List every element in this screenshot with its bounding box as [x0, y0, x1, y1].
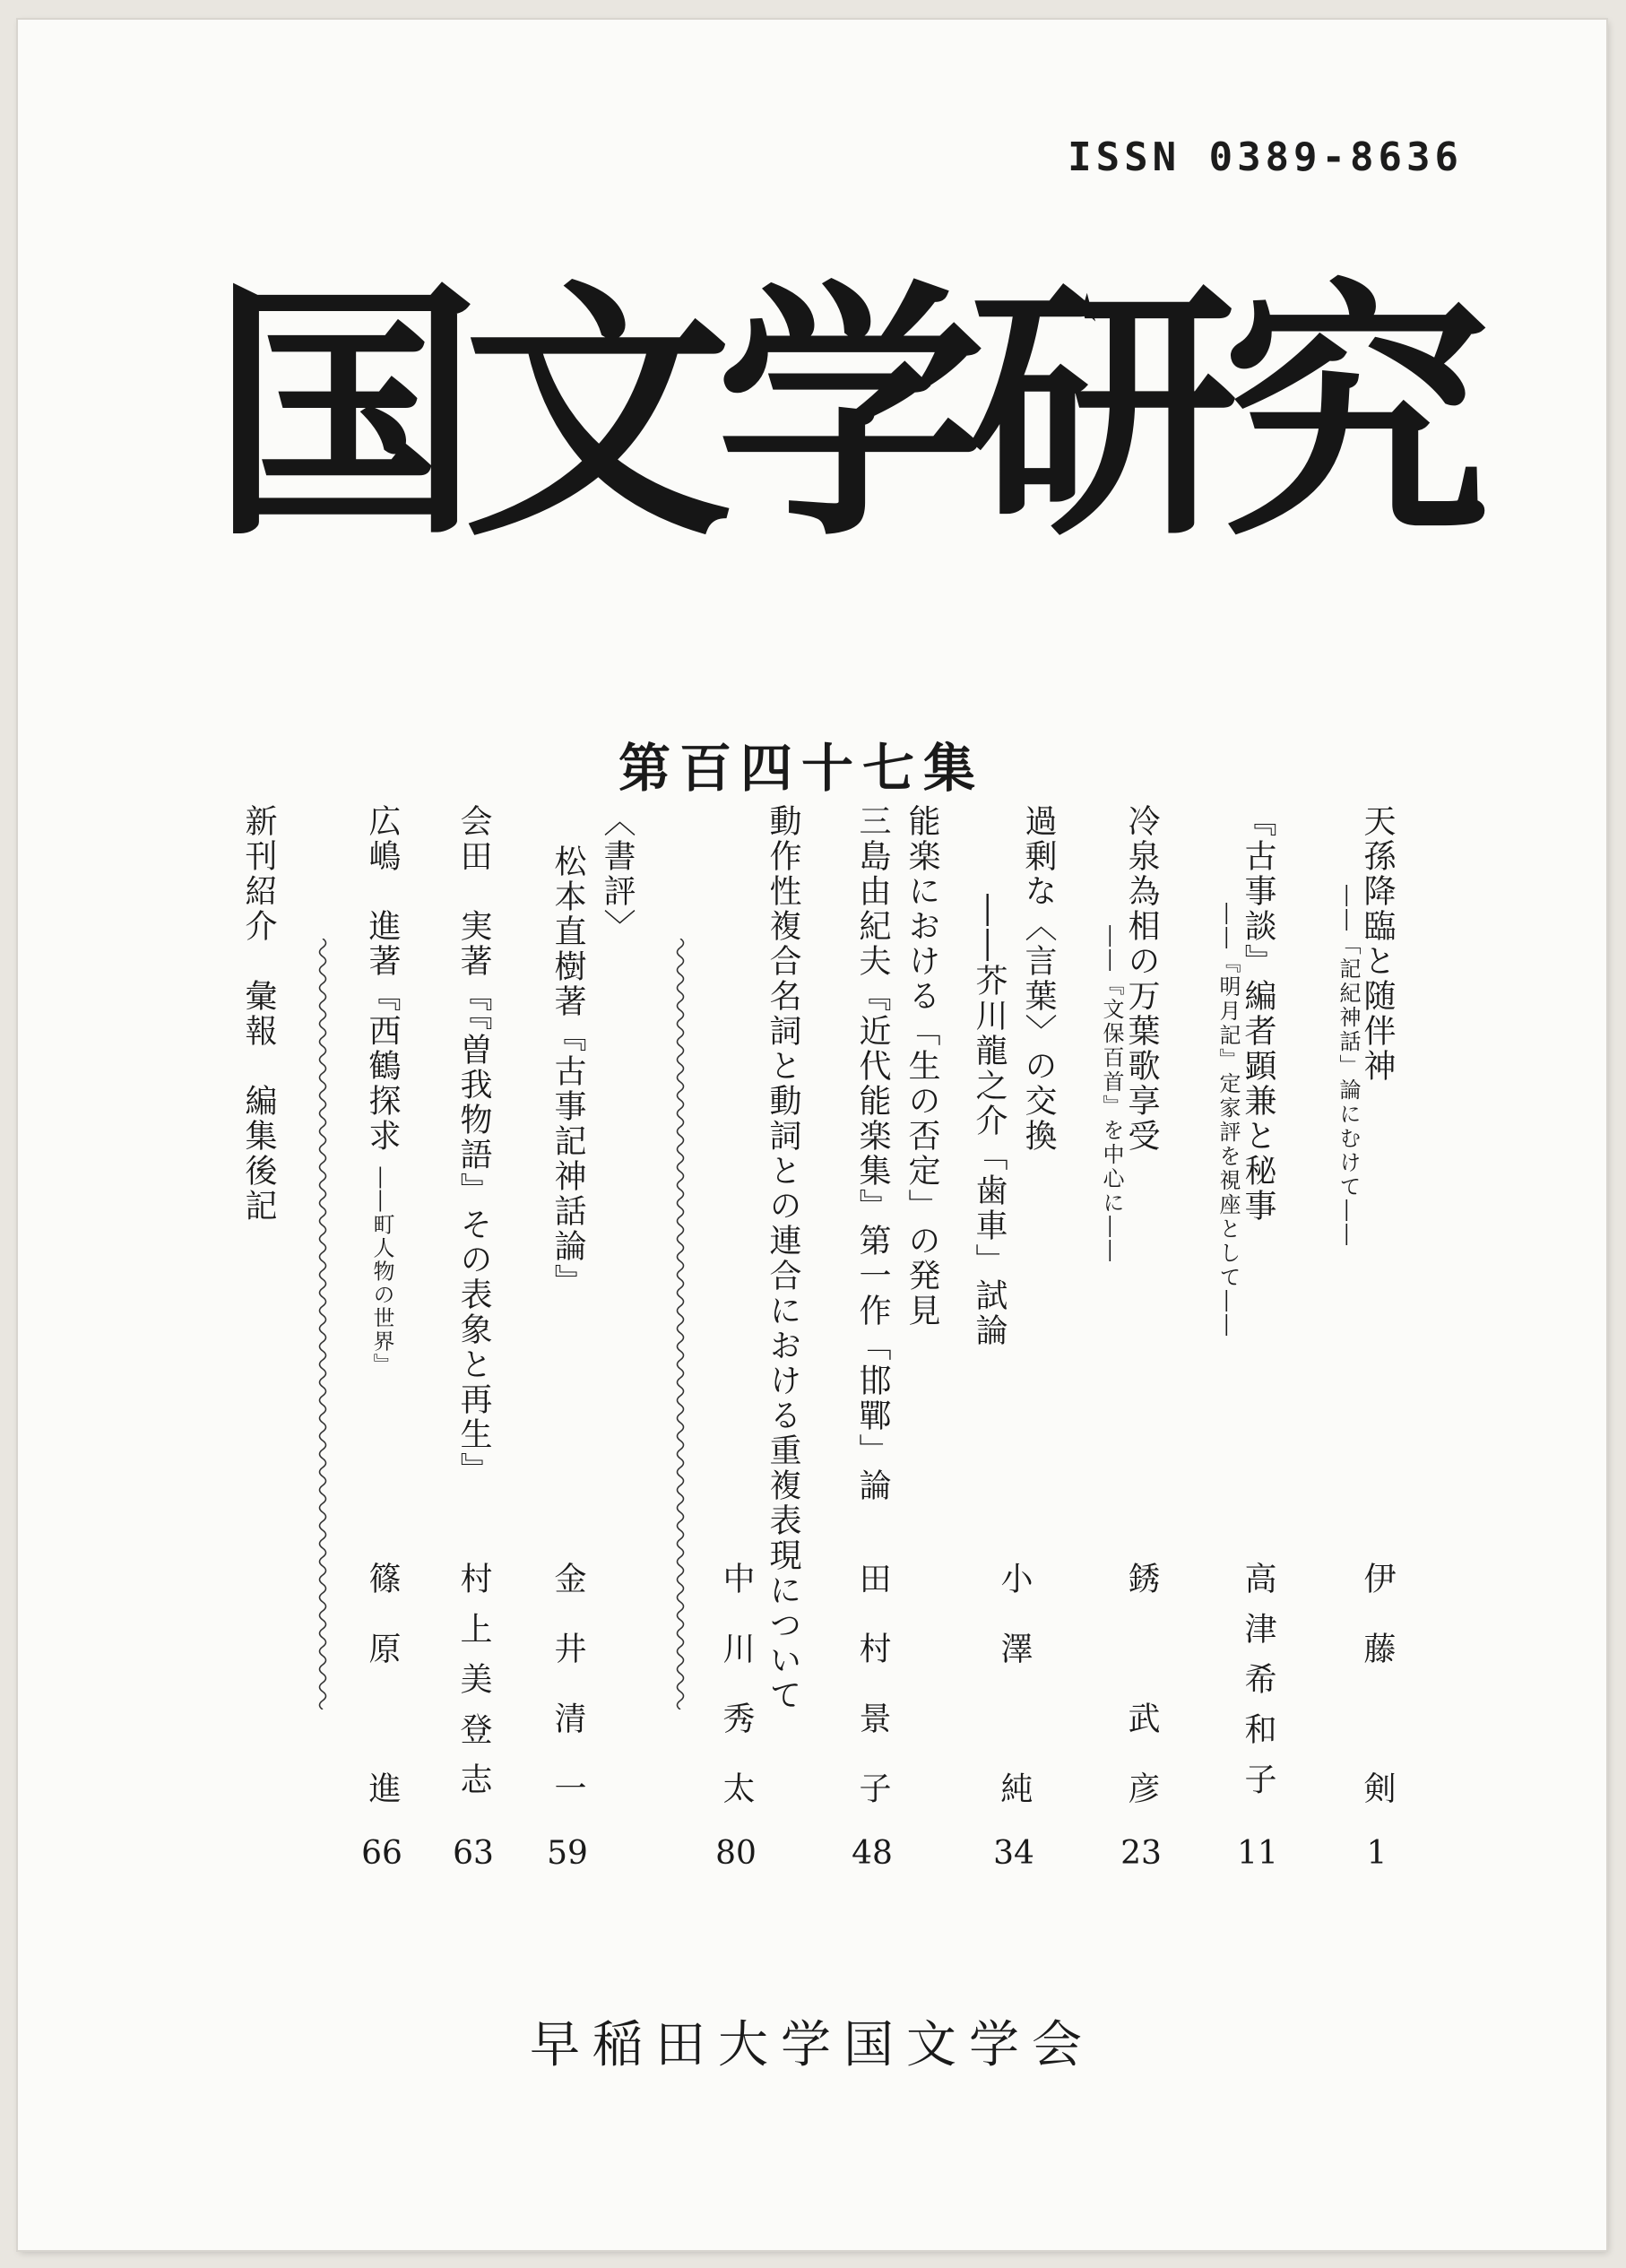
article-title: 冷泉為相の万葉歌享受 [1123, 804, 1160, 1154]
article-title: 『古事談』編者顕兼と秘事 [1240, 804, 1276, 1224]
article-1 [1359, 804, 1396, 1084]
article-3 [1123, 804, 1160, 1154]
wavy-divider-left [316, 939, 329, 1710]
article-title: 天孫降臨と随伴神 [1359, 804, 1396, 1084]
article-title: 能楽における「生の否定」の発見 [904, 804, 940, 1329]
issue-number: 第百四十七集 [618, 738, 985, 799]
wavy-divider-right [674, 939, 687, 1710]
article-subtitle: ――芥川龍之介「歯車」試論 [971, 894, 1008, 1348]
review-title: 会田 実著『『曽我物語』その表象と再生』 [455, 804, 492, 1487]
author-3: 銹 武彦 [1123, 1562, 1160, 1841]
review-2 [455, 804, 492, 1487]
article-4 [1020, 804, 1057, 1154]
page-number: 34 [993, 1835, 1034, 1872]
page-number: 66 [361, 1835, 402, 1872]
article-6 [766, 804, 799, 1713]
article-5-subtitle [854, 804, 891, 1503]
article-4-subtitle [971, 894, 1008, 1348]
author-8: 村上美登志 [455, 1562, 492, 1813]
article-subtitle: ――『文保百首』を中心に―― [1099, 925, 1124, 1264]
page-number: 80 [715, 1835, 757, 1872]
review-title: 広嶋 進著『西鶴探求 [364, 804, 401, 1154]
page-number: 1 [1366, 1835, 1388, 1872]
issn-number: ISSN 0389-8636 [1068, 134, 1463, 180]
author-6: 中川秀太 [718, 1562, 755, 1841]
misc-sections [240, 804, 277, 1224]
page-number: 11 [1237, 1835, 1278, 1872]
publisher-name: 早稲田大学国文学会 [530, 2016, 1094, 2074]
author-4: 小澤 純 [996, 1562, 1033, 1841]
article-title: 過剰な〈言葉〉の交換 [1020, 804, 1057, 1154]
author-1: 伊藤 剣 [1359, 1562, 1396, 1841]
review-3 [364, 804, 401, 1377]
author-9: 篠原 進 [364, 1562, 401, 1841]
article-title: 動作性複合名詞と動詞との連合における重複表現について [765, 804, 801, 1713]
journal-title: 国文学研究 [211, 255, 1475, 572]
page-number: 23 [1120, 1835, 1162, 1872]
review-title: 松本直樹著『古事記神話論』 [549, 844, 586, 1299]
reviews-heading-text: 〈書評〉 [599, 804, 636, 944]
review-subtitle: ――町人物の世界』 [369, 1166, 394, 1377]
article-subtitle: ――「記紀神話」論にむけて―― [1336, 885, 1361, 1248]
review-1 [551, 844, 584, 1299]
journal-cover [18, 20, 1606, 2250]
misc-text: 新刊紹介 彙報 編集後記 [240, 804, 277, 1224]
reviews-heading [599, 804, 636, 944]
page-number: 48 [852, 1835, 893, 1872]
author-7: 金井清一 [549, 1562, 586, 1841]
article-5 [905, 804, 938, 1329]
article-subtitle: ――『明月記』定家評を視座として―― [1215, 903, 1241, 1338]
article-3-subtitle [1101, 925, 1122, 1264]
author-2: 高津希和子 [1240, 1562, 1276, 1813]
article-2-subtitle [1217, 903, 1239, 1338]
article-1-subtitle [1337, 885, 1359, 1248]
article-subtitle: 三島由紀夫『近代能楽集』第一作「邯鄲」論 [854, 804, 891, 1503]
author-5: 田村景子 [854, 1562, 891, 1841]
article-2 [1241, 804, 1274, 1224]
page-number: 63 [453, 1835, 494, 1872]
page-number: 59 [547, 1835, 588, 1872]
